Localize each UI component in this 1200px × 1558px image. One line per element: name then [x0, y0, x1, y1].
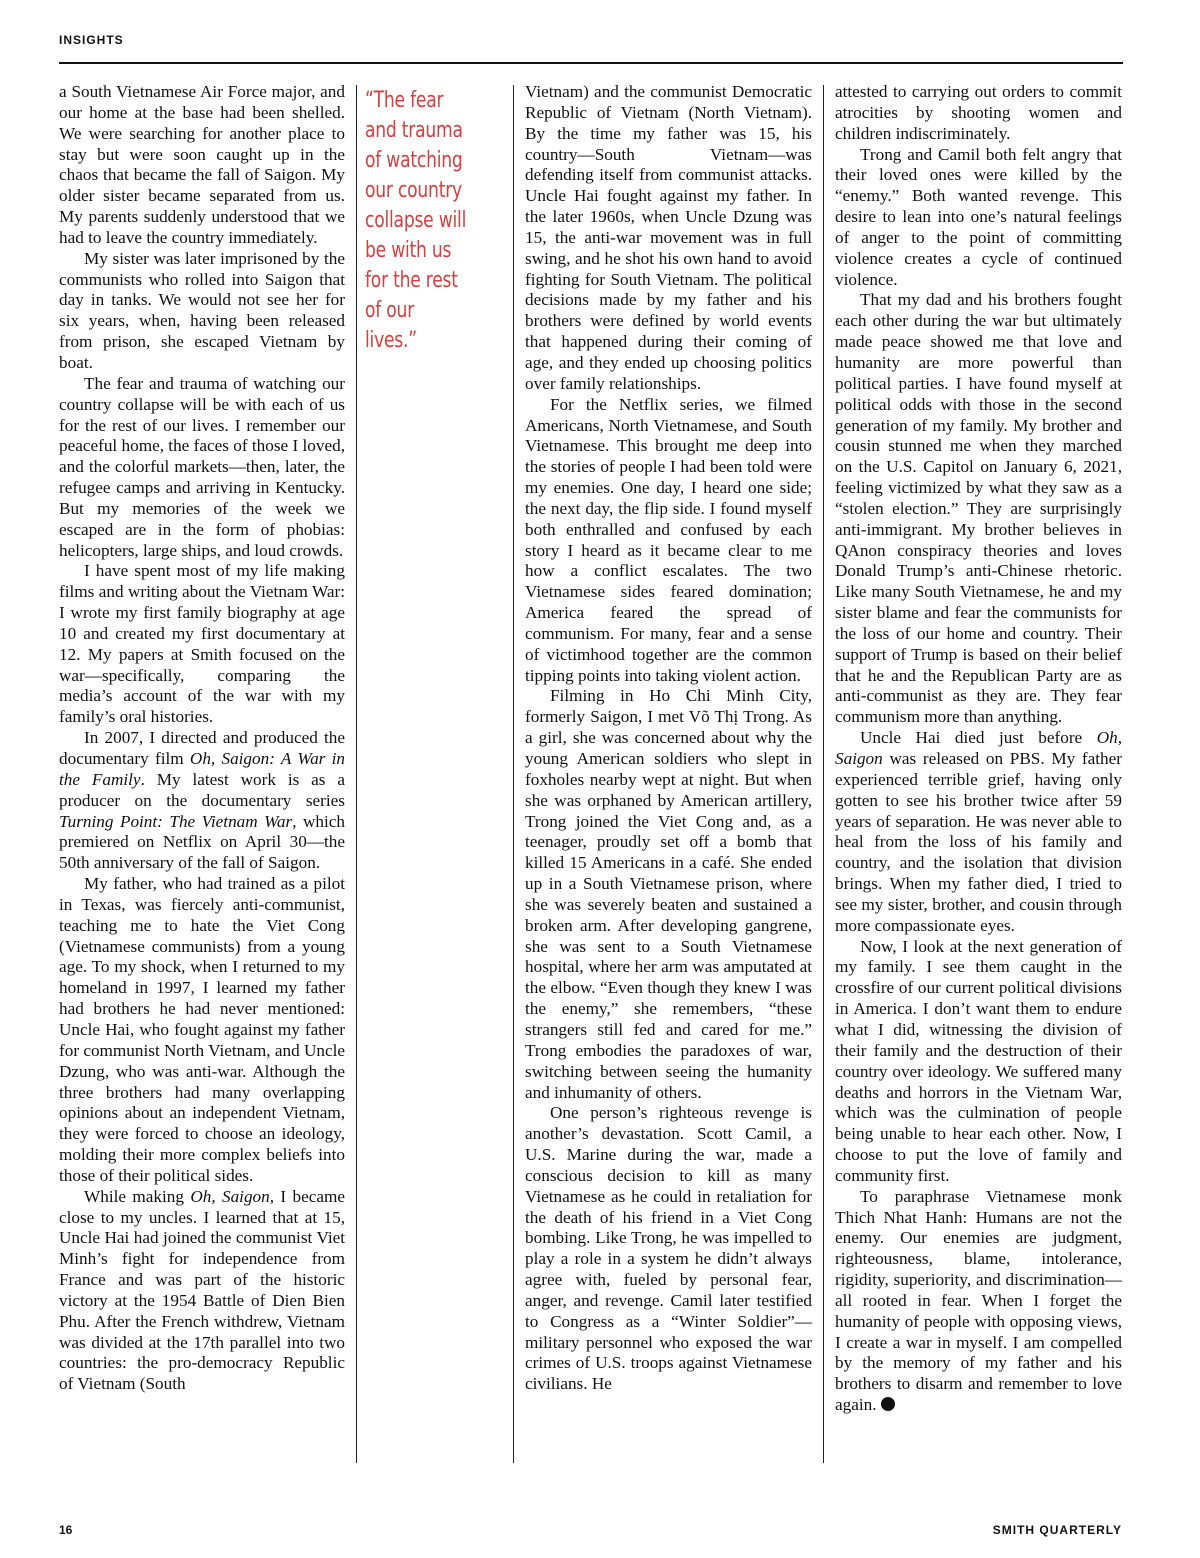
- section-label: INSIGHTS: [59, 33, 124, 47]
- paragraph: For the Netflix series, we filmed Americans, North Vietnamese, and South Vietnamese. This brought me deep into the stories of people I had been told were my enemies. One day, I heard one side; the next day, the flip side. I found myself both enthralled and confused by each story I heard as it became clear to me how a conflict escalates. The two Vietnamese sides feared domination; America feared the spread of communism. For many, fear and a sense of victimhood together are the common tipping points into taking violent action.: [525, 394, 812, 685]
- paragraph: My sister was later imprisoned by the communists who rolled into Saigon that day in tanks. We would not see her for six years, when, having been released from prison, she escaped Vietnam by boat.: [59, 248, 345, 372]
- article-column-3: [525, 82, 812, 1395]
- paragraph: I have spent most of my life making films and writing about the Vietnam War: I wrote my first family biography at age 10 and created my first documentary at 12. My papers at Smith focused on the war—specifically, comparing the media’s account of the war with my family’s oral histories.: [59, 561, 345, 727]
- page-number: 16: [59, 1523, 73, 1537]
- end-mark-icon: [881, 1397, 895, 1411]
- paragraph: In 2007, I directed and produced the documentary film Oh, Saigon: A War in the Family. My latest work is as a producer on the documentary series Turning Point: The Vietnam War, which premiered on Netflix on April 30—the 50th anniversary of the fall of Saigon.: [59, 728, 345, 873]
- paragraph-final: [835, 1187, 1122, 1416]
- paragraph: My father, who had trained as a pilot in Texas, was fiercely anti-communist, teaching me to hate the Viet Cong (Vietnamese communists) from a young age. To my shock, when I returned to my homeland in 1997, I learned my father had brothers he had never mentioned: Uncle Hai, who fought against my father for communist North Vietnam, and Uncle Dzung, who was anti-war. Although the three brothers had many overlapping opinions about an independent Vietnam, they were forced to choose an ideology, molding their more complex beliefs into those of their political sides.: [59, 874, 346, 1185]
- paragraph: attested to carrying out orders to commit atrocities by shooting women and children indiscriminately.: [835, 82, 1122, 143]
- header-rule: [59, 62, 1123, 64]
- column-divider: [823, 85, 824, 1463]
- article-column-4: [835, 82, 1122, 1416]
- publication-name: SMITH QUARTERLY: [992, 1523, 1122, 1537]
- paragraph: That my dad and his brothers fought each other during the war but ultimately made peace showed me that love and humanity are more powerful than political parties. I have found myself at political odds with those in the second generation of my family. My brother and cousin stunned me when they marched on the U.S. Capitol on January 6, 2021, feeling victimized by what they saw as a “stolen election.” They are surprisingly anti-immigrant. My brother believes in QAnon conspiracy theories and loves Donald Trump’s anti-Chinese rhetoric. Like many South Vietnamese, he and my sister blame and fear the communists for the loss of our home and country. Their support of Trump is based on their belief that he and the Republican Party are as anti-communist as they are. They fear communism more than anything.: [835, 290, 1122, 727]
- paragraph: a South Vietnamese Air Force major, and our home at the base had been shelled. We were searching for another place to stay but were soon caught up in the chaos that became the fall of Saigon. My older sister became separated from us. My parents suddenly understood that we had to leave the country immediately.: [59, 82, 345, 247]
- paragraph: One person’s righteous revenge is another’s devastation. Scott Camil, a U.S. Marine during the war, made a conscious decision to kill as many Vietnamese as he could in retaliation for the death of his friend in a Viet Cong bombing. Like Trong, he was impelled to play a role in a system he didn’t always agree with, fueled by personal fear, anger, and revenge. Camil later testified to Congress as a “Winter Soldier”—military personnel who exposed the war crimes of U.S. troops against Vietnamese civilians. He: [525, 1103, 812, 1394]
- paragraph: Filming in Ho Chi Minh City, formerly Saigon, I met Võ Thị Trong. As a girl, she was concerned about why the young American soldiers who slept in foxholes nearby wept at night. But when she was orphaned by American artillery, Trong joined the Viet Cong and, as a teenager, proudly set off a bomb that killed 15 Americans in a café. She ended up in a South Vietnamese prison, where she was severely beaten and sustained a broken arm. After developing gangrene, she was sent to a South Vietnamese hospital, where her arm was amputated at the elbow. “Even though they knew I was the enemy,” she remembers, “these strangers still fed and cared for me.” Trong embodies the paradoxes of war, switching between seeing the humanity and inhumanity of others.: [525, 686, 812, 1102]
- paragraph-final-text: To paraphrase Vietnamese monk Thich Nhat Hanh: Humans are not the enemy. Our enemies are judgment, righteousness, blame, intolerance, rigidity, superiority, and discrimination—all rooted in fear. When I forget the humanity of people with opposing views, I create a war in myself. I am compelled by the memory of my father and his brothers to disarm and remember to love again.: [835, 1186, 1122, 1415]
- column-divider: [356, 85, 357, 1463]
- paragraph: Vietnam) and the communist Democratic Republic of Vietnam (North Vietnam). By the time my father was 15, his country—South Vietnam—was defending itself from communist attacks. Uncle Hai fought against my father. In the later 1960s, when Uncle Dzung was 15, the anti-war movement was in full swing, and he shot his own hand to avoid fighting for South Vietnam. The political decisions made by my father and his brothers were defined by world events that happened during their coming of age, and they ended up choosing politics over family relationships.: [525, 82, 812, 393]
- column-divider: [513, 85, 514, 1463]
- paragraph: The fear and trauma of watching our country collapse will be with each of us for the rest of our lives. I remember our peaceful home, the faces of those I loved, and the colorful markets—then, later, the refugee camps and arriving in Kentucky. But my memories of the week we escaped are in the form of phobias: helicopters, large ships, and loud crowds.: [59, 373, 345, 560]
- article-column-1: [59, 82, 345, 1395]
- pull-quote: “The fear and trauma of watching our country collapse will be with us for the rest of our lives.”: [365, 88, 467, 353]
- paragraph: While making Oh, Saigon, I became close to my uncles. I learned that at 15, Uncle Hai had joined the communist Viet Minh’s fight for independence from France and was part of the historic victory at the 1954 Battle of Dien Bien Phu. After the French withdrew, Vietnam was divided at the 17th parallel into two countries: the pro-democracy Republic of Vietnam (South: [59, 1186, 346, 1394]
- paragraph: Trong and Camil both felt angry that their loved ones were killed by the “enemy.” Both wanted revenge. This desire to lean into one’s natural feelings of anger to the point of committing violence creates a cycle of continued violence.: [835, 144, 1122, 289]
- paragraph: Now, I look at the next generation of my family. I see them caught in the crossfire of our current political divisions in America. I don’t want them to endure what I did, witnessing the division of their family and the destruction of their country over ideology. We suffered many deaths and horrors in the Vietnam War, which was the culmination of people being unable to hear each other. Now, I choose to put the love of family and community first.: [835, 936, 1122, 1185]
- paragraph: Uncle Hai died just before Oh, Saigon was released on PBS. My father experienced terrible grief, having only gotten to see his brother twice after 59 years of separation. He was never able to heal from the loss of his family and country, and the isolation that division brings. When my father died, I tried to see my sister, brother, and cousin through more compassionate eyes.: [835, 728, 1122, 935]
